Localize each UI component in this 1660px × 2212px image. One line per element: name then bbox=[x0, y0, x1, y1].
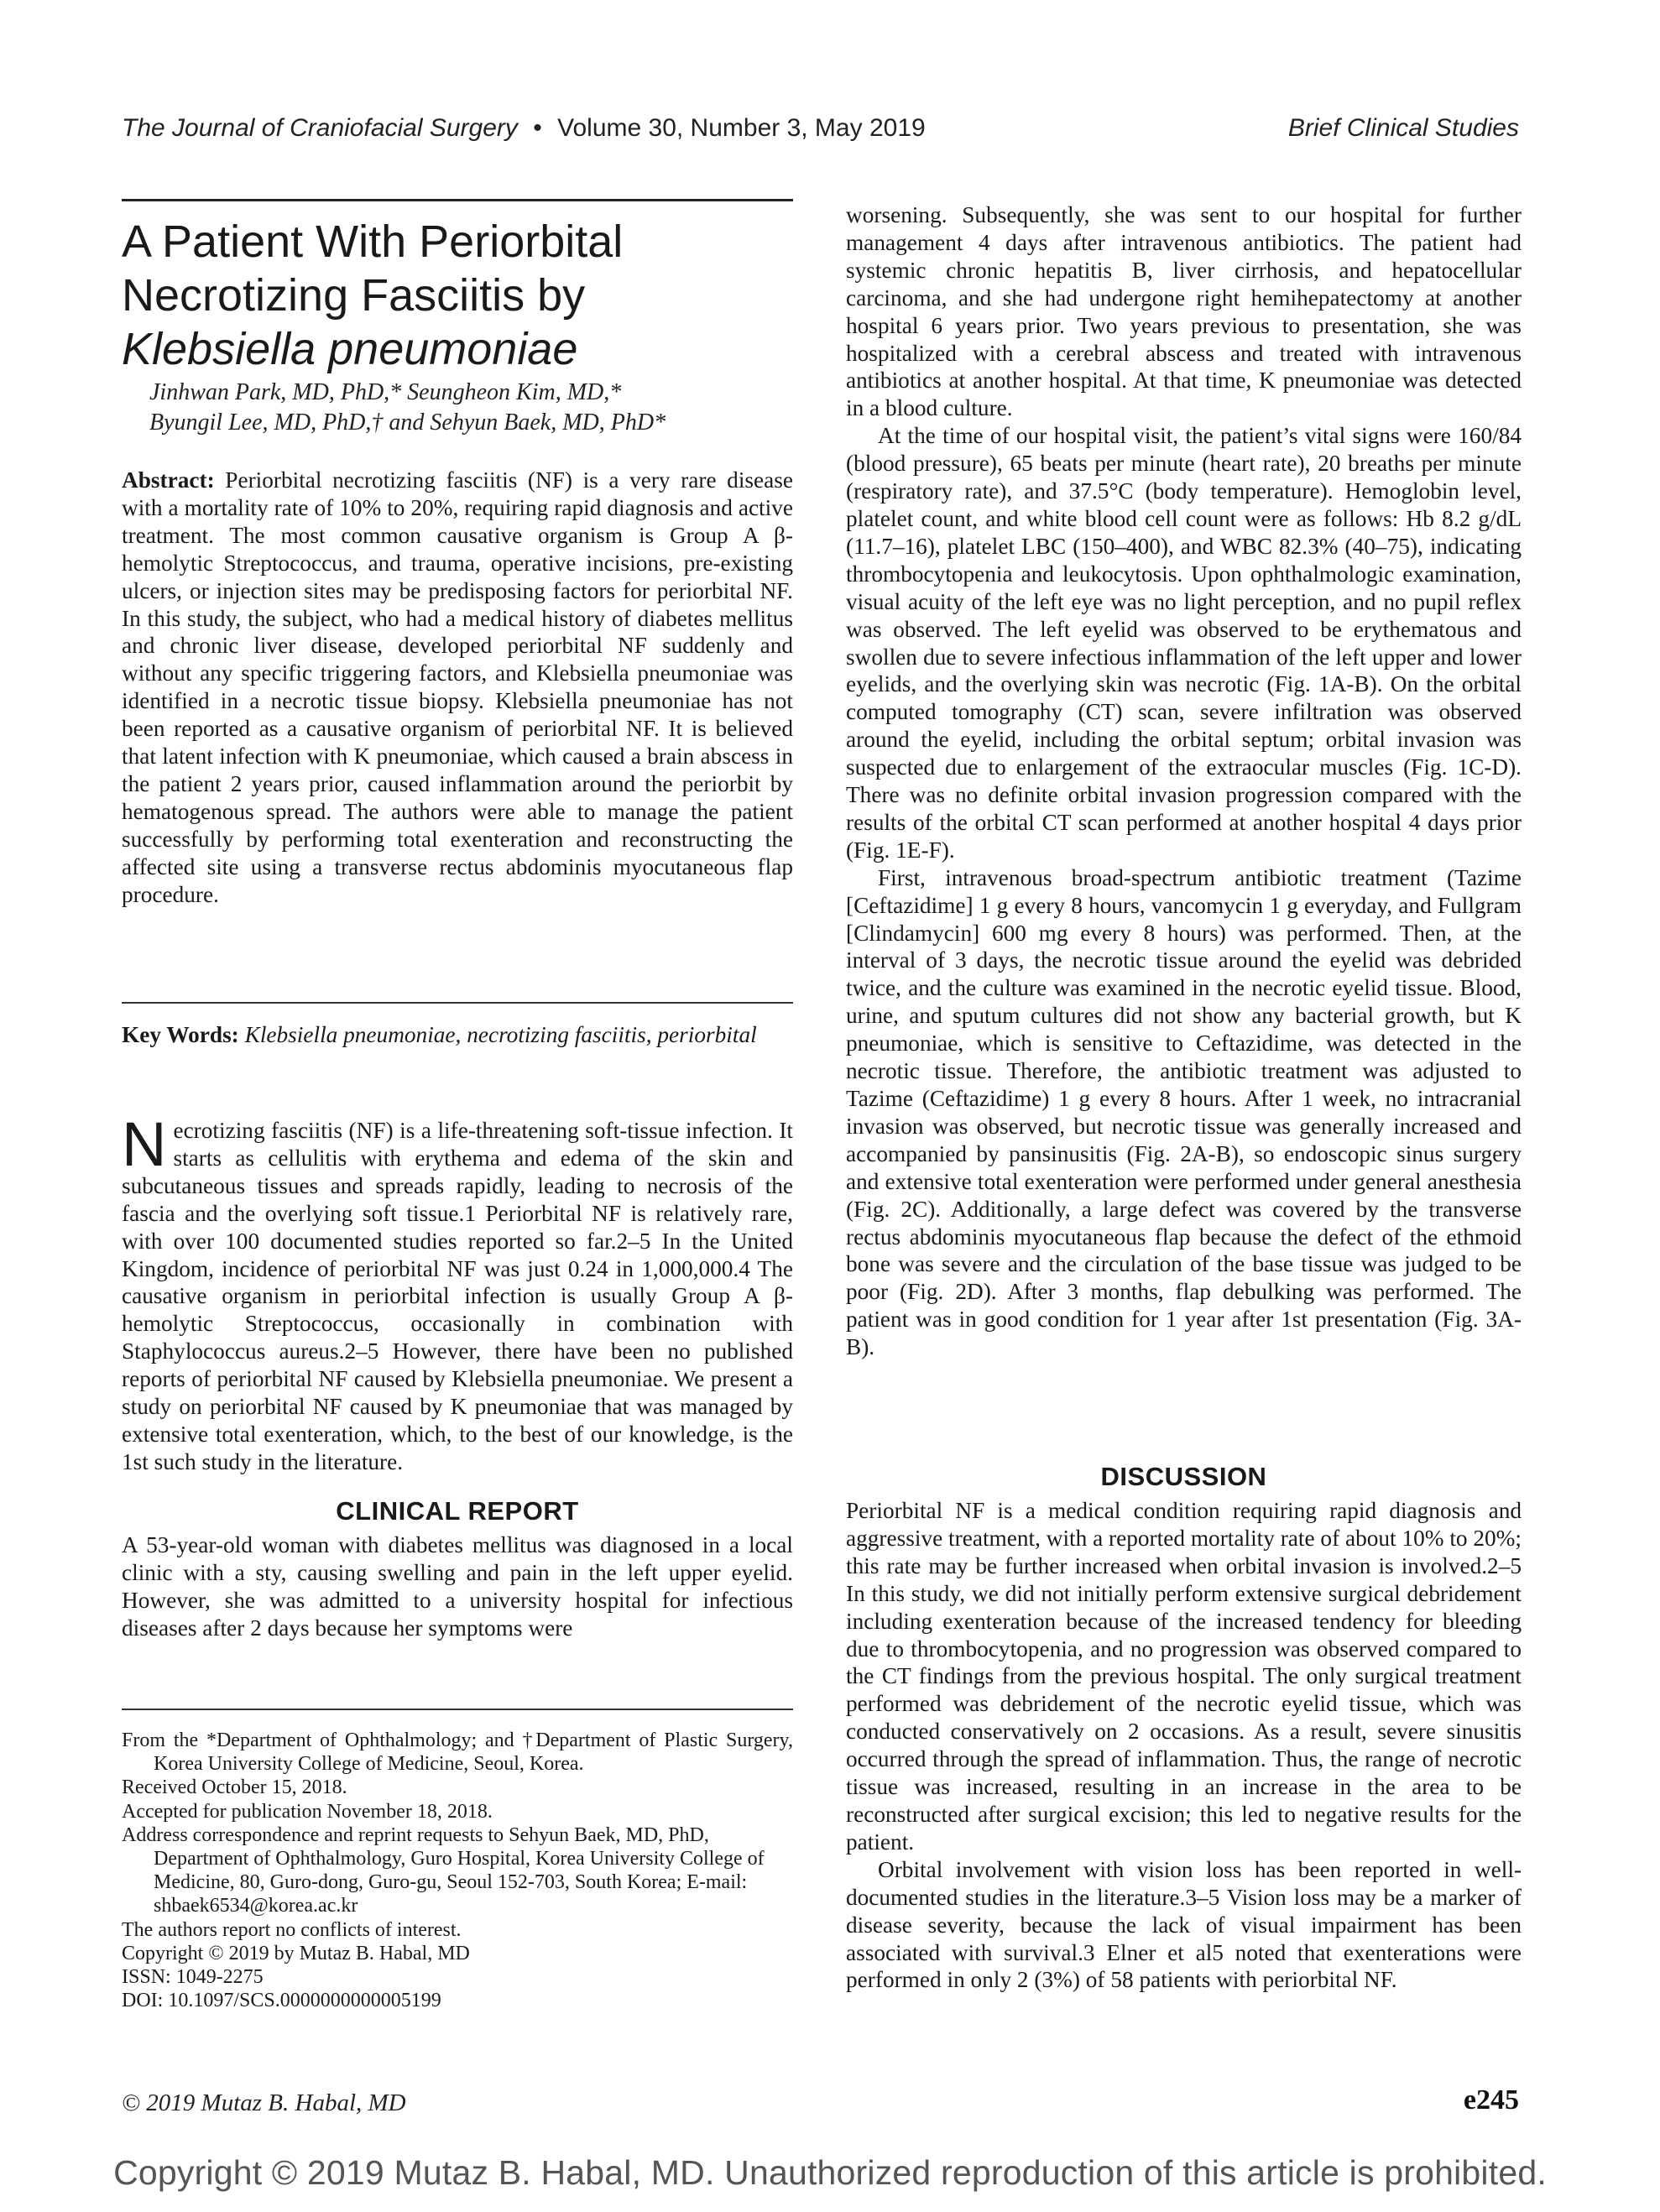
introduction bbox=[122, 1109, 793, 1476]
clinical-report-heading: CLINICAL REPORT bbox=[336, 1496, 579, 1526]
correspondence-note: Address correspondence and reprint requests to Sehyun Baek, MD, PhD, Department of Ophthalmology, Guro Hospital, Korea University College of Medicine, 80, Guro-dong, Guro-gu, Seoul 152-703, South Korea; E-mail: shbaek6534@korea.ac.kr bbox=[122, 1823, 765, 1917]
keywords-label: Key Words: bbox=[122, 1022, 239, 1047]
title-organism: Klebsiella pneumoniae bbox=[122, 324, 578, 374]
title-line: Necrotizing Fasciitis by bbox=[122, 270, 586, 321]
title-rule bbox=[122, 199, 793, 201]
accepted-date: Accepted for publication November 18, 2018. bbox=[122, 1800, 493, 1823]
intro-text: ecrotizing fasciitis (NF) is a life-threatening soft-tissue infection. It starts as cellulitis with erythema and edema of the skin and subcutaneous tissues and spreads rapidly, leading to necrosis of the fascia and the overlying soft tissue.1 Periorbital NF is relatively rare, with over 100 documented studies reported so far.2–5 In the United Kingdom, incidence of periorbital NF was just 0.24 in 1,000,000.4 The causative organism in periorbital infection is usually Group A β-hemolytic Streptococcus, occasionally in combination with Staphylococcus aureus.2–5 However, there have been no published reports of periorbital NF caused by Klebsiella pneumoniae. We present a study on periorbital NF caused by K pneumoniae that was managed by extensive total exenteration, which, to the best of our knowledge, is the 1st such study in the literature. bbox=[122, 1118, 793, 1474]
journal-name: The Journal of Craniofacial Surgery bbox=[122, 114, 518, 142]
footnote-rule bbox=[122, 1709, 793, 1710]
footnotes bbox=[122, 1729, 793, 2012]
volume-issue: Volume 30, Number 3, May 2019 bbox=[557, 114, 926, 142]
keywords bbox=[122, 1021, 793, 1049]
clinical-report-text: A 53-year-old woman with diabetes mellitus was diagnosed in a local clinic with a sty, causing swelling and pain in the left upper eyelid. However, she was admitted to a university hospital for infectious diseases after 2 days because her symptoms were bbox=[122, 1532, 793, 1641]
discussion-text: Orbital involvement with vision loss has been reported in well-documented studies in the literature.3–5 Vision loss may be a marker of disease severity, because the lack of visual impairment has been associated with survival.3 Elner et al5 noted that exenterations were performed in only 2 (3%) of 58 patients with periorbital NF. bbox=[846, 1856, 1522, 1993]
received-date: Received October 15, 2018. bbox=[122, 1776, 347, 1799]
clinical-report-continued bbox=[846, 201, 1522, 1361]
discussion bbox=[846, 1497, 1522, 1994]
article-title bbox=[122, 215, 793, 376]
clinical-report-p1 bbox=[122, 1531, 793, 1642]
drop-cap: N bbox=[122, 1109, 167, 1179]
clinical-report-text: At the time of our hospital visit, the patient’s vital signs were 160/84 (blood pressure), 65 beats per minute (heart rate), 20 breaths per minute (respiratory rate), and 37.5°C (body temperature). Hemoglobin level, platelet count, and white blood cell count were as follows: Hb 8.2 g/dL (11.7–16), platelet LBC (150–400), and WBC 82.3% (40–75), indicating thrombocytopenia and leukocytosis. Upon ophthalmologic examination, visual acuity of the left eye was no light perception, and no pupil reflex was observed. The left eyelid was observed to be erythematous and swollen due to severe infectious inflammation of the left upper and lower eyelids, and the overlying skin was necrotic (Fig. 1A-B). On the orbital computed tomography (CT) scan, severe infiltration was observed around the eyelid, including the orbital septum; orbital invasion was suspected due to enlargement of the extraocular muscles (Fig. 1C-D). There was no definite orbital invasion progression compared with the results of the orbital CT scan performed at another hospital 4 days prior (Fig. 1E-F). bbox=[846, 423, 1522, 863]
copyright-banner: Copyright © 2019 Mutaz B. Habal, MD. Unauthorized reproduction of this article is prohibited. bbox=[113, 2153, 1547, 2192]
author-list bbox=[149, 378, 796, 438]
header-separator: • bbox=[533, 114, 542, 142]
copyright-note: Copyright © 2019 by Mutaz B. Habal, MD bbox=[122, 1942, 470, 1964]
abstract bbox=[122, 467, 793, 909]
authors-line: Byungil Lee, MD, PhD,† and Sehyun Baek, MD, PhD* bbox=[149, 410, 666, 436]
page-number: e245 bbox=[1463, 2084, 1519, 2115]
journal-info bbox=[122, 114, 926, 143]
doi: DOI: 10.1097/SCS.0000000000005199 bbox=[122, 1990, 441, 2012]
conflict-statement: The authors report no conflicts of interest. bbox=[122, 1918, 462, 1941]
issn: ISSN: 1049-2275 bbox=[122, 1966, 264, 1989]
affiliation-note: From the *Department of Ophthalmology; and †Department of Plastic Surgery, Korea University College of Medicine, Seoul, Korea. bbox=[122, 1729, 793, 1776]
discussion-text: Periorbital NF is a medical condition requiring rapid diagnosis and aggressive treatment, with a reported mortality rate of about 10% to 20%; this rate may be further increased when orbital invasion is involved.2–5 In this study, we did not initially perform extensive surgical debridement including exenteration because of the increased tendency for bleeding due to thrombocytopenia, and no progression was observed compared to the CT findings from the previous hospital. The only surgical treatment performed was debridement of the necrotic eyelid tissue, which was conducted conservatively on 2 occasions. As a result, severe sinusitis occurred through the spread of inflammation. Thus, the range of necrotic tissue was increased, resulting in an increase in the area to be reconstructed after surgical excision; this led to negative results for the patient. bbox=[846, 1498, 1522, 1855]
footer-copyright: © 2019 Mutaz B. Habal, MD bbox=[122, 2089, 406, 2116]
discussion-heading: DISCUSSION bbox=[1100, 1462, 1267, 1491]
title-line: A Patient With Periorbital bbox=[122, 217, 624, 267]
keywords-rule bbox=[122, 1002, 793, 1004]
clinical-report-text: worsening. Subsequently, she was sent to our hospital for further management 4 days after intravenous antibiotics. The patient had systemic chronic hepatitis B, liver cirrhosis, and hepatocellular carcinoma, and she had undergone right hemihepatectomy at another hospital 6 years prior. Two years previous to presentation, she was hospitalized with a cerebral abscess and treated with intravenous antibiotics at another hospital. At that time, K pneumoniae was detected in a blood culture. bbox=[846, 202, 1522, 421]
abstract-text: Periorbital necrotizing fasciitis (NF) is a very rare disease with a mortality rate of 10% to 20%, requiring rapid diagnosis and active treatment. The most common causative organism is Group A β-hemolytic Streptococcus, and trauma, operative incisions, pre-existing ulcers, or injection sites may be predisposing factors for periorbital NF. In this study, the subject, who had a medical history of diabetes mellitus and chronic liver disease, developed periorbital NF suddenly and without any specific triggering factors, and Klebsiella pneumoniae was identified in a necrotic tissue biopsy. Klebsiella pneumoniae has not been reported as a causative organism of periorbital NF. It is believed that latent infection with K pneumoniae, which caused a brain abscess in the patient 2 years prior, caused inflammation around the periorbit by hematogenous spread. The authors were able to manage the patient successfully by performing total exenteration and reconstructing the affected site using a transverse rectus abdominis myocutaneous flap procedure. bbox=[122, 467, 793, 907]
keywords-text: Klebsiella pneumoniae, necrotizing fasciitis, periorbital bbox=[244, 1022, 757, 1047]
clinical-report-text: First, intravenous broad-spectrum antibiotic treatment (Tazime [Ceftazidime] 1 g every 8 hours, vancomycin 1 g everyday, and Fullgram [Clindamycin] 600 mg every 8 hours) was performed. Then, at the interval of 3 days, the necrotic tissue around the eyelid was debrided twice, and the culture was examined in the necrotic eyelid tissue. Blood, urine, and sputum cultures did not show any bacterial growth, but K pneumoniae, which is sensitive to Ceftazidime, was detected in the necrotic tissue. Therefore, the antibiotic treatment was adjusted to Tazime (Ceftazidime) 1 g every 8 hours. After 1 week, no intracranial invasion was observed, but necrotic tissue was generally increased and accompanied by pansinusitis (Fig. 2A-B), so endoscopic sinus surgery and extensive total exenteration were performed under general anesthesia (Fig. 2C). Additionally, a large defect was covered by the transverse rectus abdominis myocutaneous flap because the defect of the ethmoid bone was severe and the circulation of the base tissue was judged to be poor (Fig. 2D). After 3 months, flap debulking was performed. The patient was in good condition for 1 year after 1st presentation (Fig. 3A-B). bbox=[846, 864, 1522, 1360]
section-label: Brief Clinical Studies bbox=[1287, 114, 1519, 142]
abstract-label: Abstract: bbox=[122, 467, 215, 493]
authors-line: Jinhwan Park, MD, PhD,* Seungheon Kim, MD,* bbox=[149, 379, 622, 405]
running-header bbox=[122, 114, 1519, 151]
